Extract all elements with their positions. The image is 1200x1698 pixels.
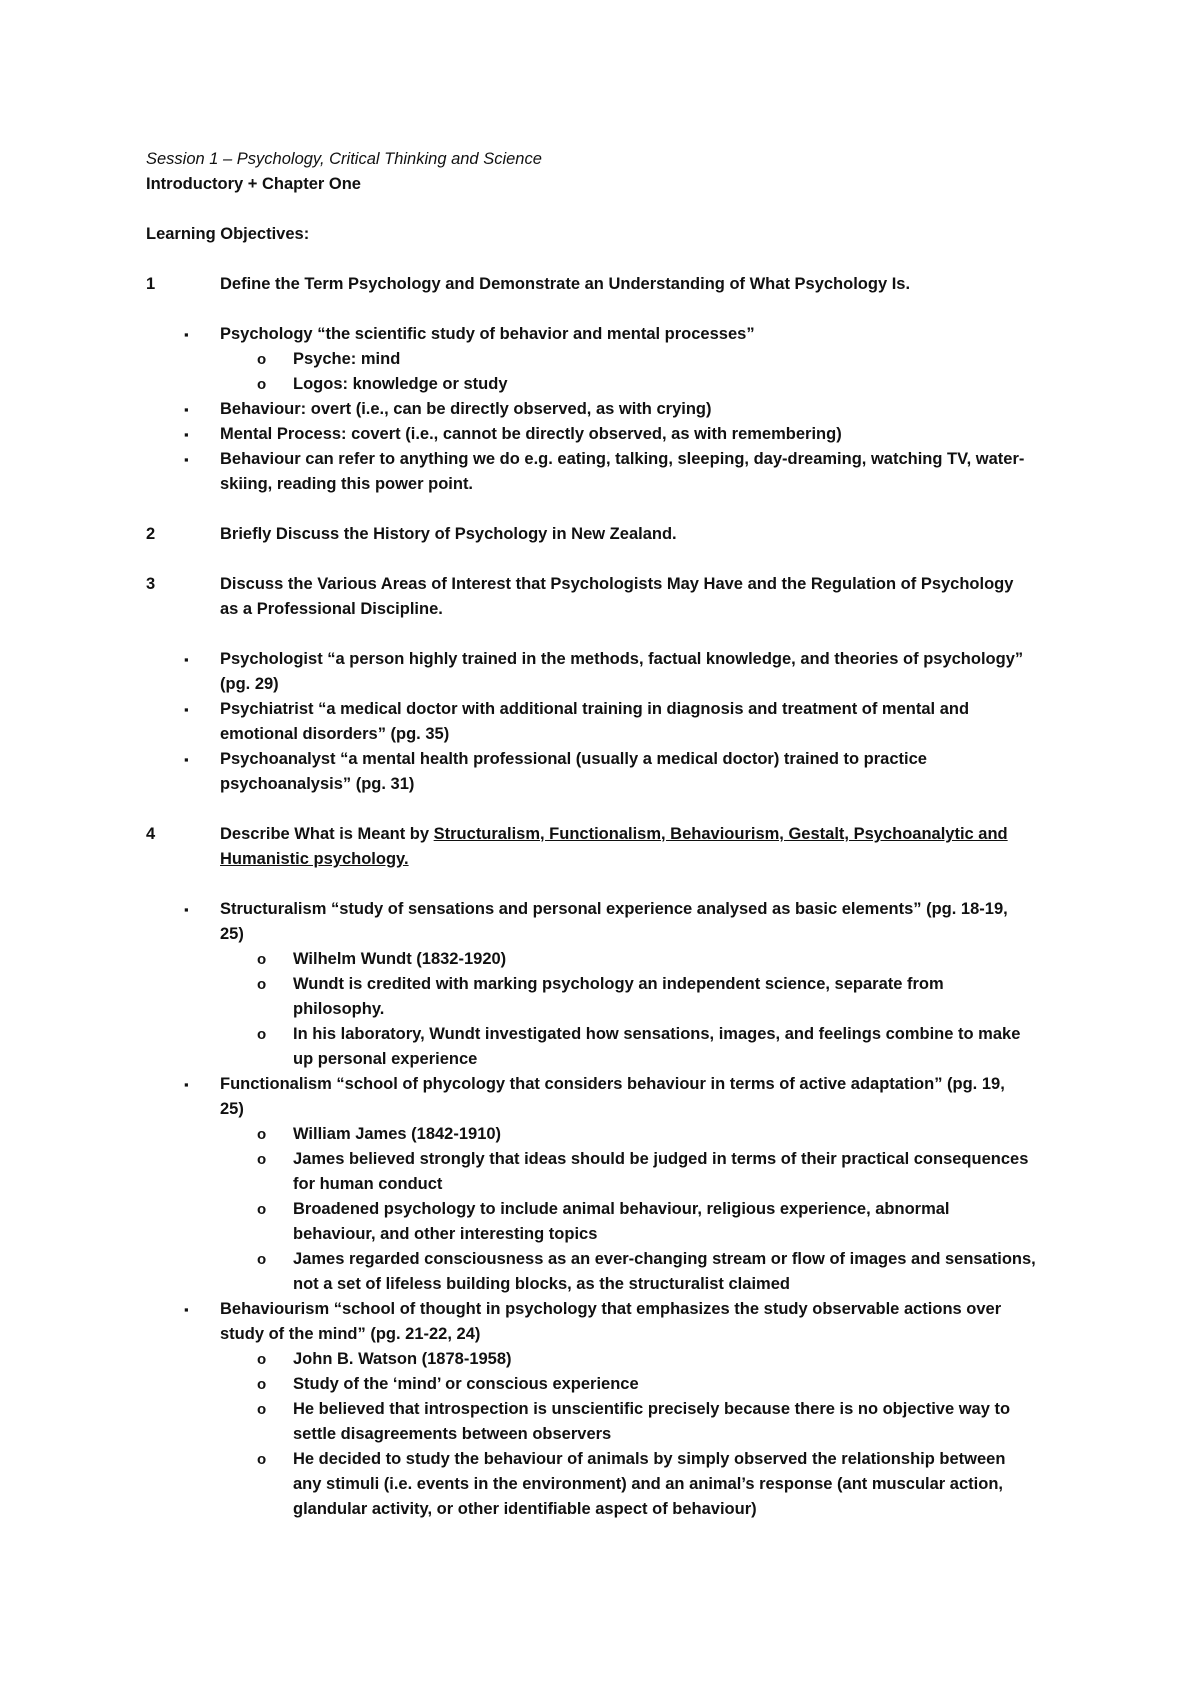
bullet-icon: ▪ xyxy=(184,452,189,467)
objective-number: 3 xyxy=(146,575,156,593)
objective-text-continued: Humanistic psychology. xyxy=(220,850,409,868)
list-item: Psychologist “a person highly trained in the methods, factual knowledge, and theories of psychology” xyxy=(220,650,1024,668)
sub-list-item-continued: for human conduct xyxy=(293,1175,443,1193)
sub-list-item: William James (1842-1910) xyxy=(293,1125,502,1143)
sub-bullet-icon: o xyxy=(257,976,267,993)
sub-list-item: Wundt is credited with marking psychology an independent science, separate from xyxy=(293,975,944,993)
sub-list-item: He believed that introspection is unscientific precisely because there is no objective way to xyxy=(293,1400,1011,1418)
sub-bullet-icon: o xyxy=(257,376,267,393)
sub-list-item: He decided to study the behaviour of animals by simply observed the relationship between xyxy=(293,1450,1006,1468)
list-item-continued: psychoanalysis” (pg. 31) xyxy=(220,775,415,793)
objective-text-continued: as a Professional Discipline. xyxy=(220,600,443,618)
sub-bullet-icon: o xyxy=(257,1451,267,1468)
list-item: Behaviour can refer to anything we do e.g. eating, talking, sleeping, day-dreaming, watching TV, water- xyxy=(220,450,1025,468)
bullet-icon: ▪ xyxy=(184,902,189,917)
sub-list-item-continued: settle disagreements between observers xyxy=(293,1425,612,1443)
bullet-icon: ▪ xyxy=(184,402,189,417)
sub-bullet-icon: o xyxy=(257,1401,267,1418)
sub-bullet-icon: o xyxy=(257,1351,267,1368)
bullet-icon: ▪ xyxy=(184,327,189,342)
objective-number: 4 xyxy=(146,825,156,843)
objective-text xyxy=(220,822,1008,847)
list-item-continued: (pg. 29) xyxy=(220,675,279,693)
sub-bullet-icon: o xyxy=(257,1251,267,1268)
sub-list-item: James regarded consciousness as an ever-changing stream or flow of images and sensations, xyxy=(293,1250,1036,1268)
list-item-continued: study of the mind” (pg. 21-22, 24) xyxy=(220,1325,481,1343)
bullet-icon: ▪ xyxy=(184,652,189,667)
sub-list-item-continued: glandular activity, or other identifiable aspect of behaviour) xyxy=(293,1500,757,1518)
sub-list-item: Study of the ‘mind’ or conscious experience xyxy=(293,1375,639,1393)
list-item: Psychiatrist “a medical doctor with additional training in diagnosis and treatment of mental and xyxy=(220,700,970,718)
list-item-continued: emotional disorders” (pg. 35) xyxy=(220,725,450,743)
sub-list-item-continued: any stimuli (i.e. events in the environment) and an animal’s response (ant muscular action, xyxy=(293,1475,1003,1493)
sub-list-item-continued: not a set of lifeless building blocks, as the structuralist claimed xyxy=(293,1275,790,1293)
sub-bullet-icon: o xyxy=(257,1201,267,1218)
session-subtitle: Introductory + Chapter One xyxy=(146,175,361,193)
sub-list-item: James believed strongly that ideas should be judged in terms of their practical consequences xyxy=(293,1150,1029,1168)
objective-number: 1 xyxy=(146,275,156,293)
sub-list-item: In his laboratory, Wundt investigated how sensations, images, and feelings combine to make xyxy=(293,1025,1021,1043)
sub-bullet-icon: o xyxy=(257,1376,267,1393)
list-item: Behaviourism “school of thought in psychology that emphasizes the study observable actions over xyxy=(220,1300,1002,1318)
sub-list-item: Wilhelm Wundt (1832-1920) xyxy=(293,950,507,968)
objective-number: 2 xyxy=(146,525,156,543)
objective-text: Discuss the Various Areas of Interest that Psychologists May Have and the Regulation of Psychology xyxy=(220,575,1014,593)
sub-list-item: John B. Watson (1878-1958) xyxy=(293,1350,512,1368)
sub-bullet-icon: o xyxy=(257,1126,267,1143)
list-item: Behaviour: overt (i.e., can be directly observed, as with crying) xyxy=(220,400,712,418)
list-item-continued: 25) xyxy=(220,925,244,943)
sub-list-item-continued: up personal experience xyxy=(293,1050,478,1068)
bullet-icon: ▪ xyxy=(184,1302,189,1317)
sub-bullet-icon: o xyxy=(257,351,267,368)
sub-list-item: Broadened psychology to include animal behaviour, religious experience, abnormal xyxy=(293,1200,950,1218)
list-item: Structuralism “study of sensations and personal experience analysed as basic elements” (pg. 18-19, xyxy=(220,900,1008,918)
objective-text: Define the Term Psychology and Demonstrate an Understanding of What Psychology Is. xyxy=(220,275,911,293)
sub-list-item: Logos: knowledge or study xyxy=(293,375,508,393)
sub-bullet-icon: o xyxy=(257,1151,267,1168)
list-item-continued: skiing, reading this power point. xyxy=(220,475,474,493)
list-item: Psychoanalyst “a mental health professional (usually a medical doctor) trained to practice xyxy=(220,750,927,768)
objective-text-underlined: Structuralism, Functionalism, Behaviourism, Gestalt, Psychoanalytic and xyxy=(433,825,1008,843)
sub-bullet-icon: o xyxy=(257,1026,267,1043)
bullet-icon: ▪ xyxy=(184,427,189,442)
list-item-continued: 25) xyxy=(220,1100,244,1118)
bullet-icon: ▪ xyxy=(184,752,189,767)
list-item: Functionalism “school of phycology that considers behaviour in terms of active adaptation” (pg. 19, xyxy=(220,1075,1005,1093)
session-title: Session 1 – Psychology, Critical Thinking and Science xyxy=(146,150,542,168)
objective-text-prefix: Describe What is Meant by xyxy=(220,825,434,843)
bullet-icon: ▪ xyxy=(184,702,189,717)
sub-list-item: Psyche: mind xyxy=(293,350,401,368)
objective-text: Briefly Discuss the History of Psychology in New Zealand. xyxy=(220,525,677,543)
sub-list-item-continued: behaviour, and other interesting topics xyxy=(293,1225,598,1243)
list-item: Psychology “the scientific study of behavior and mental processes” xyxy=(220,325,755,343)
sub-bullet-icon: o xyxy=(257,951,267,968)
objectives-heading: Learning Objectives: xyxy=(146,225,310,243)
bullet-icon: ▪ xyxy=(184,1077,189,1092)
sub-list-item-continued: philosophy. xyxy=(293,1000,385,1018)
list-item: Mental Process: covert (i.e., cannot be directly observed, as with remembering) xyxy=(220,425,842,443)
